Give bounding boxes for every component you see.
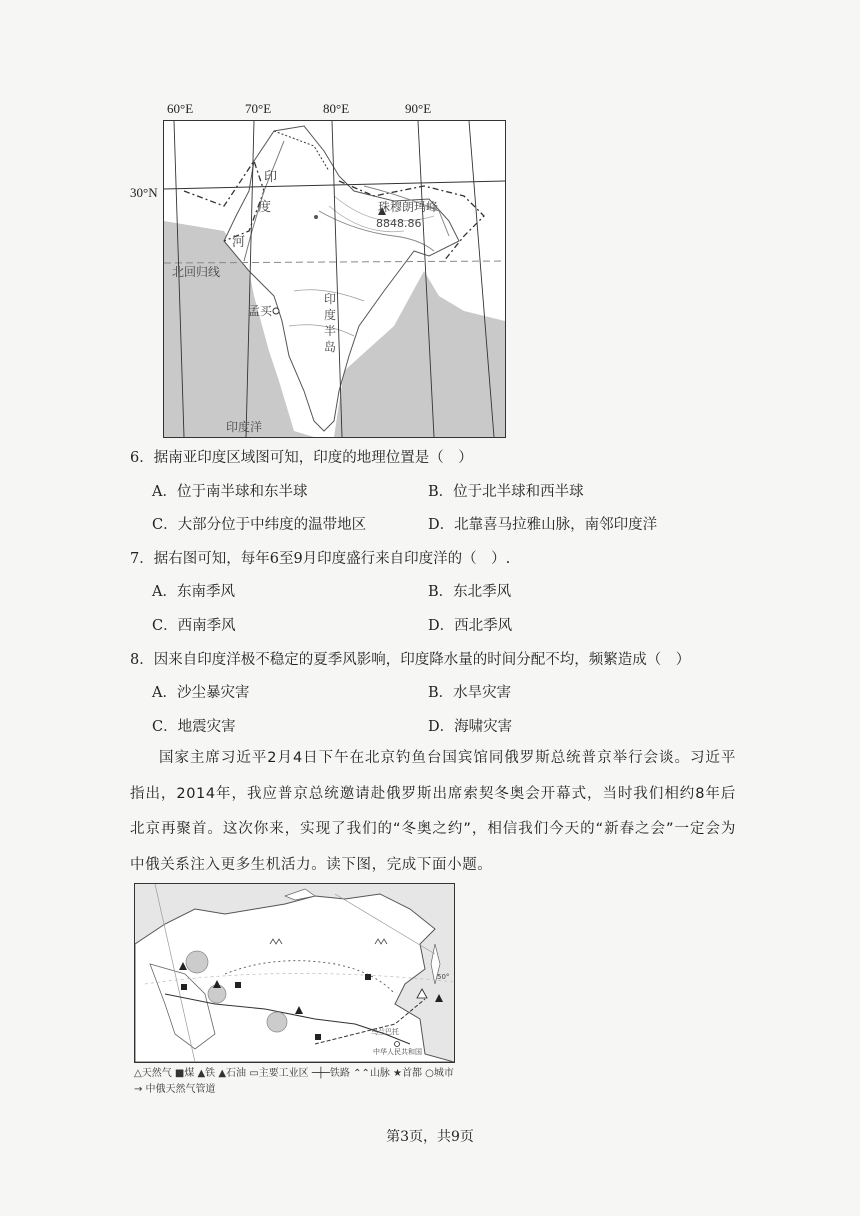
indus-char-1: 印 — [264, 170, 278, 185]
q7-option-a: A．东南季风 — [152, 584, 235, 600]
russia-resource-map — [134, 883, 455, 1063]
q8-option-d: D．海啸灾害 — [428, 719, 513, 735]
q6-option-d: D．北靠喜马拉雅山脉，南邻印度洋 — [428, 517, 658, 533]
ocean-label: 印度洋 — [226, 420, 263, 434]
q8-option-a: A．沙尘暴灾害 — [152, 685, 250, 701]
lat-label-30n: 30°N — [130, 185, 158, 200]
map2-legend-line1: △天然气 ■煤 ▲铁 ▲石油 ▭主要工业区 ─┼─铁路 ⌃⌃山脉 ★首都 ○城市 — [134, 1068, 454, 1079]
lon-label-80: 80°E — [323, 101, 350, 116]
q6-option-a: A．位于南半球和东半球 — [152, 484, 308, 500]
map2-legend-line2: → 中俄天然气管道 — [134, 1084, 216, 1095]
peak-height: 8848.86 — [376, 217, 422, 230]
city-mumbai: 孟买 — [248, 304, 273, 318]
question-8: 8．因来自印度洋极不稳定的夏季风影响，印度降水量的时间分配不均，频繁造成（ ） — [130, 652, 691, 668]
peak-name: 珠穆朗玛峰 — [378, 200, 439, 214]
india-region-map — [163, 120, 506, 438]
peninsula-char-4: 岛 — [324, 340, 337, 354]
q7-option-d: D．西北季风 — [428, 618, 513, 634]
peninsula-char-3: 半 — [324, 324, 337, 338]
q6-option-c: C．大部分位于中纬度的温带地区 — [152, 517, 367, 533]
lon-label-60: 60°E — [167, 101, 194, 116]
peninsula-char-1: 印 — [324, 292, 337, 306]
question-6: 6．据南亚印度区域图可知，印度的地理位置是（ ） — [130, 450, 473, 466]
passage — [130, 741, 736, 883]
question-7: 7．据右图可知，每年6至9月印度盛行来自印度洋的（ ）. — [130, 551, 511, 567]
q8-option-c: C．地震灾害 — [152, 719, 236, 735]
map2-lat-label: 50° — [437, 973, 450, 981]
q6-option-b: B．位于北半球和西半球 — [428, 484, 584, 500]
map2-capital-label-2: 中华人民共和国 — [373, 1048, 422, 1056]
tropic-label: 北回归线 — [172, 265, 221, 279]
q8-option-b: B．水旱灾害 — [428, 685, 512, 701]
indus-char-3: 河 — [232, 235, 246, 250]
lon-label-70: 70°E — [245, 101, 272, 116]
page-footer: 第3页，共9页 — [386, 1129, 474, 1145]
peninsula-char-2: 度 — [324, 308, 337, 322]
q7-option-b: B．东北季风 — [428, 584, 512, 600]
india-map-drawing — [164, 121, 505, 437]
passage-text: 国家主席习近平2月4日下午在北京钓鱼台国宾馆同俄罗斯总统普京举行会谈。习近平指出，2014年，我应普京总统邀请赴俄罗斯出席索契冬奥会开幕式，当时我们相约8年后北京再聚首。这次你来，实现了我们的“冬奥之约”，相信我们今天的“新春之会”一定会为中俄关系注入更多生机活力。读下图，完成下面小题。 — [130, 750, 736, 873]
map2-capital-label-1: 乌兰巴托 — [371, 1028, 399, 1036]
russia-map-drawing — [135, 884, 454, 1062]
lon-label-90: 90°E — [405, 101, 432, 116]
q7-option-c: C．西南季风 — [152, 618, 236, 634]
indus-char-2: 度 — [258, 200, 272, 215]
